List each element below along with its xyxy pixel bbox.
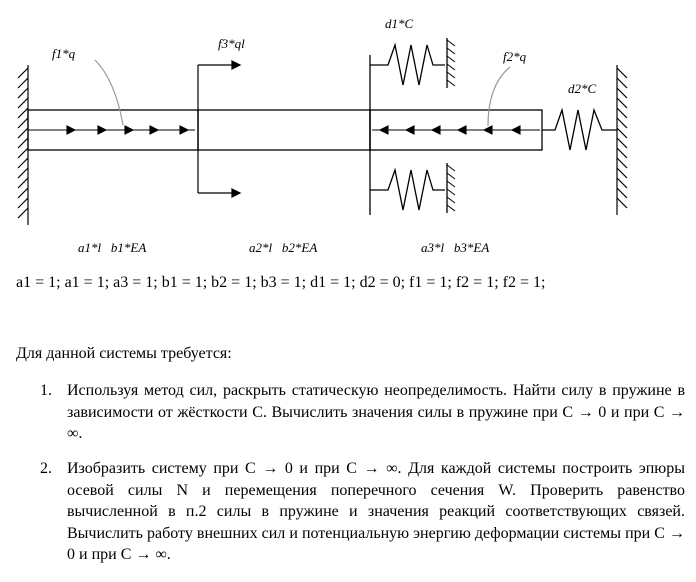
spring-d1-wall-hatch bbox=[447, 40, 455, 211]
task-number: 2. bbox=[40, 460, 52, 477]
label-f1: f1*q bbox=[52, 46, 76, 61]
label-d2: d2*C bbox=[568, 81, 597, 96]
task-intro: Для данной системы требуется: bbox=[16, 345, 232, 362]
label-f3: f3*ql bbox=[218, 36, 245, 51]
section-2-length: a2*l bbox=[249, 240, 273, 255]
spring-d1 bbox=[370, 38, 447, 215]
section-1-label bbox=[78, 240, 146, 256]
left-wall-support bbox=[18, 65, 28, 225]
section-1-length: a1*l bbox=[78, 240, 102, 255]
spring-d2 bbox=[542, 110, 617, 150]
section-3-stiffness: b3*EA bbox=[453, 240, 490, 255]
section-3-label bbox=[421, 240, 489, 256]
force-f3-arrows bbox=[198, 61, 240, 197]
rod-system-diagram bbox=[0, 0, 696, 262]
task-item-1 bbox=[40, 380, 685, 445]
distributed-load-f1 bbox=[28, 126, 195, 134]
distributed-load-f2 bbox=[372, 126, 540, 134]
section-1-stiffness: b1*EA bbox=[110, 240, 147, 255]
section-2-label bbox=[249, 240, 317, 256]
f2-leader-line bbox=[488, 67, 510, 126]
parameter-values: a1 = 1; a1 = 1; a3 = 1; b1 = 1; b2 = 1; b3 = 1; d1 = 1; d2 = 0; f1 = 1; f2 = 1; f2 = 1; bbox=[16, 274, 546, 291]
f1-leader-line bbox=[95, 60, 123, 125]
task-item-2 bbox=[40, 458, 685, 566]
section-2-stiffness: b2*EA bbox=[281, 240, 318, 255]
section-3-length: a3*l bbox=[421, 240, 445, 255]
task-text: Используя метод сил, раскрыть статическую неопределимость. Найти силу в пружине в зависимости от жёсткости C. Вычислить значения силы в пружине при C → 0 и при C → ∞. bbox=[67, 382, 685, 442]
task-number: 1. bbox=[40, 382, 52, 399]
task-text: Изобразить систему при C → 0 и при C → ∞. Для каждой системы построить эпюры осевой силы N и перемещения поперечного сечения W. Проверить равенство вычисленной в п.2 силы в пружине и значения реакций соответствующих связей. Вычислить работу внешних сил и потенциальную энергию деформации системы при C → 0 и при C → ∞. bbox=[67, 460, 685, 563]
label-f2: f2*q bbox=[503, 49, 527, 64]
right-wall-support bbox=[617, 65, 627, 215]
label-d1: d1*C bbox=[385, 16, 414, 31]
